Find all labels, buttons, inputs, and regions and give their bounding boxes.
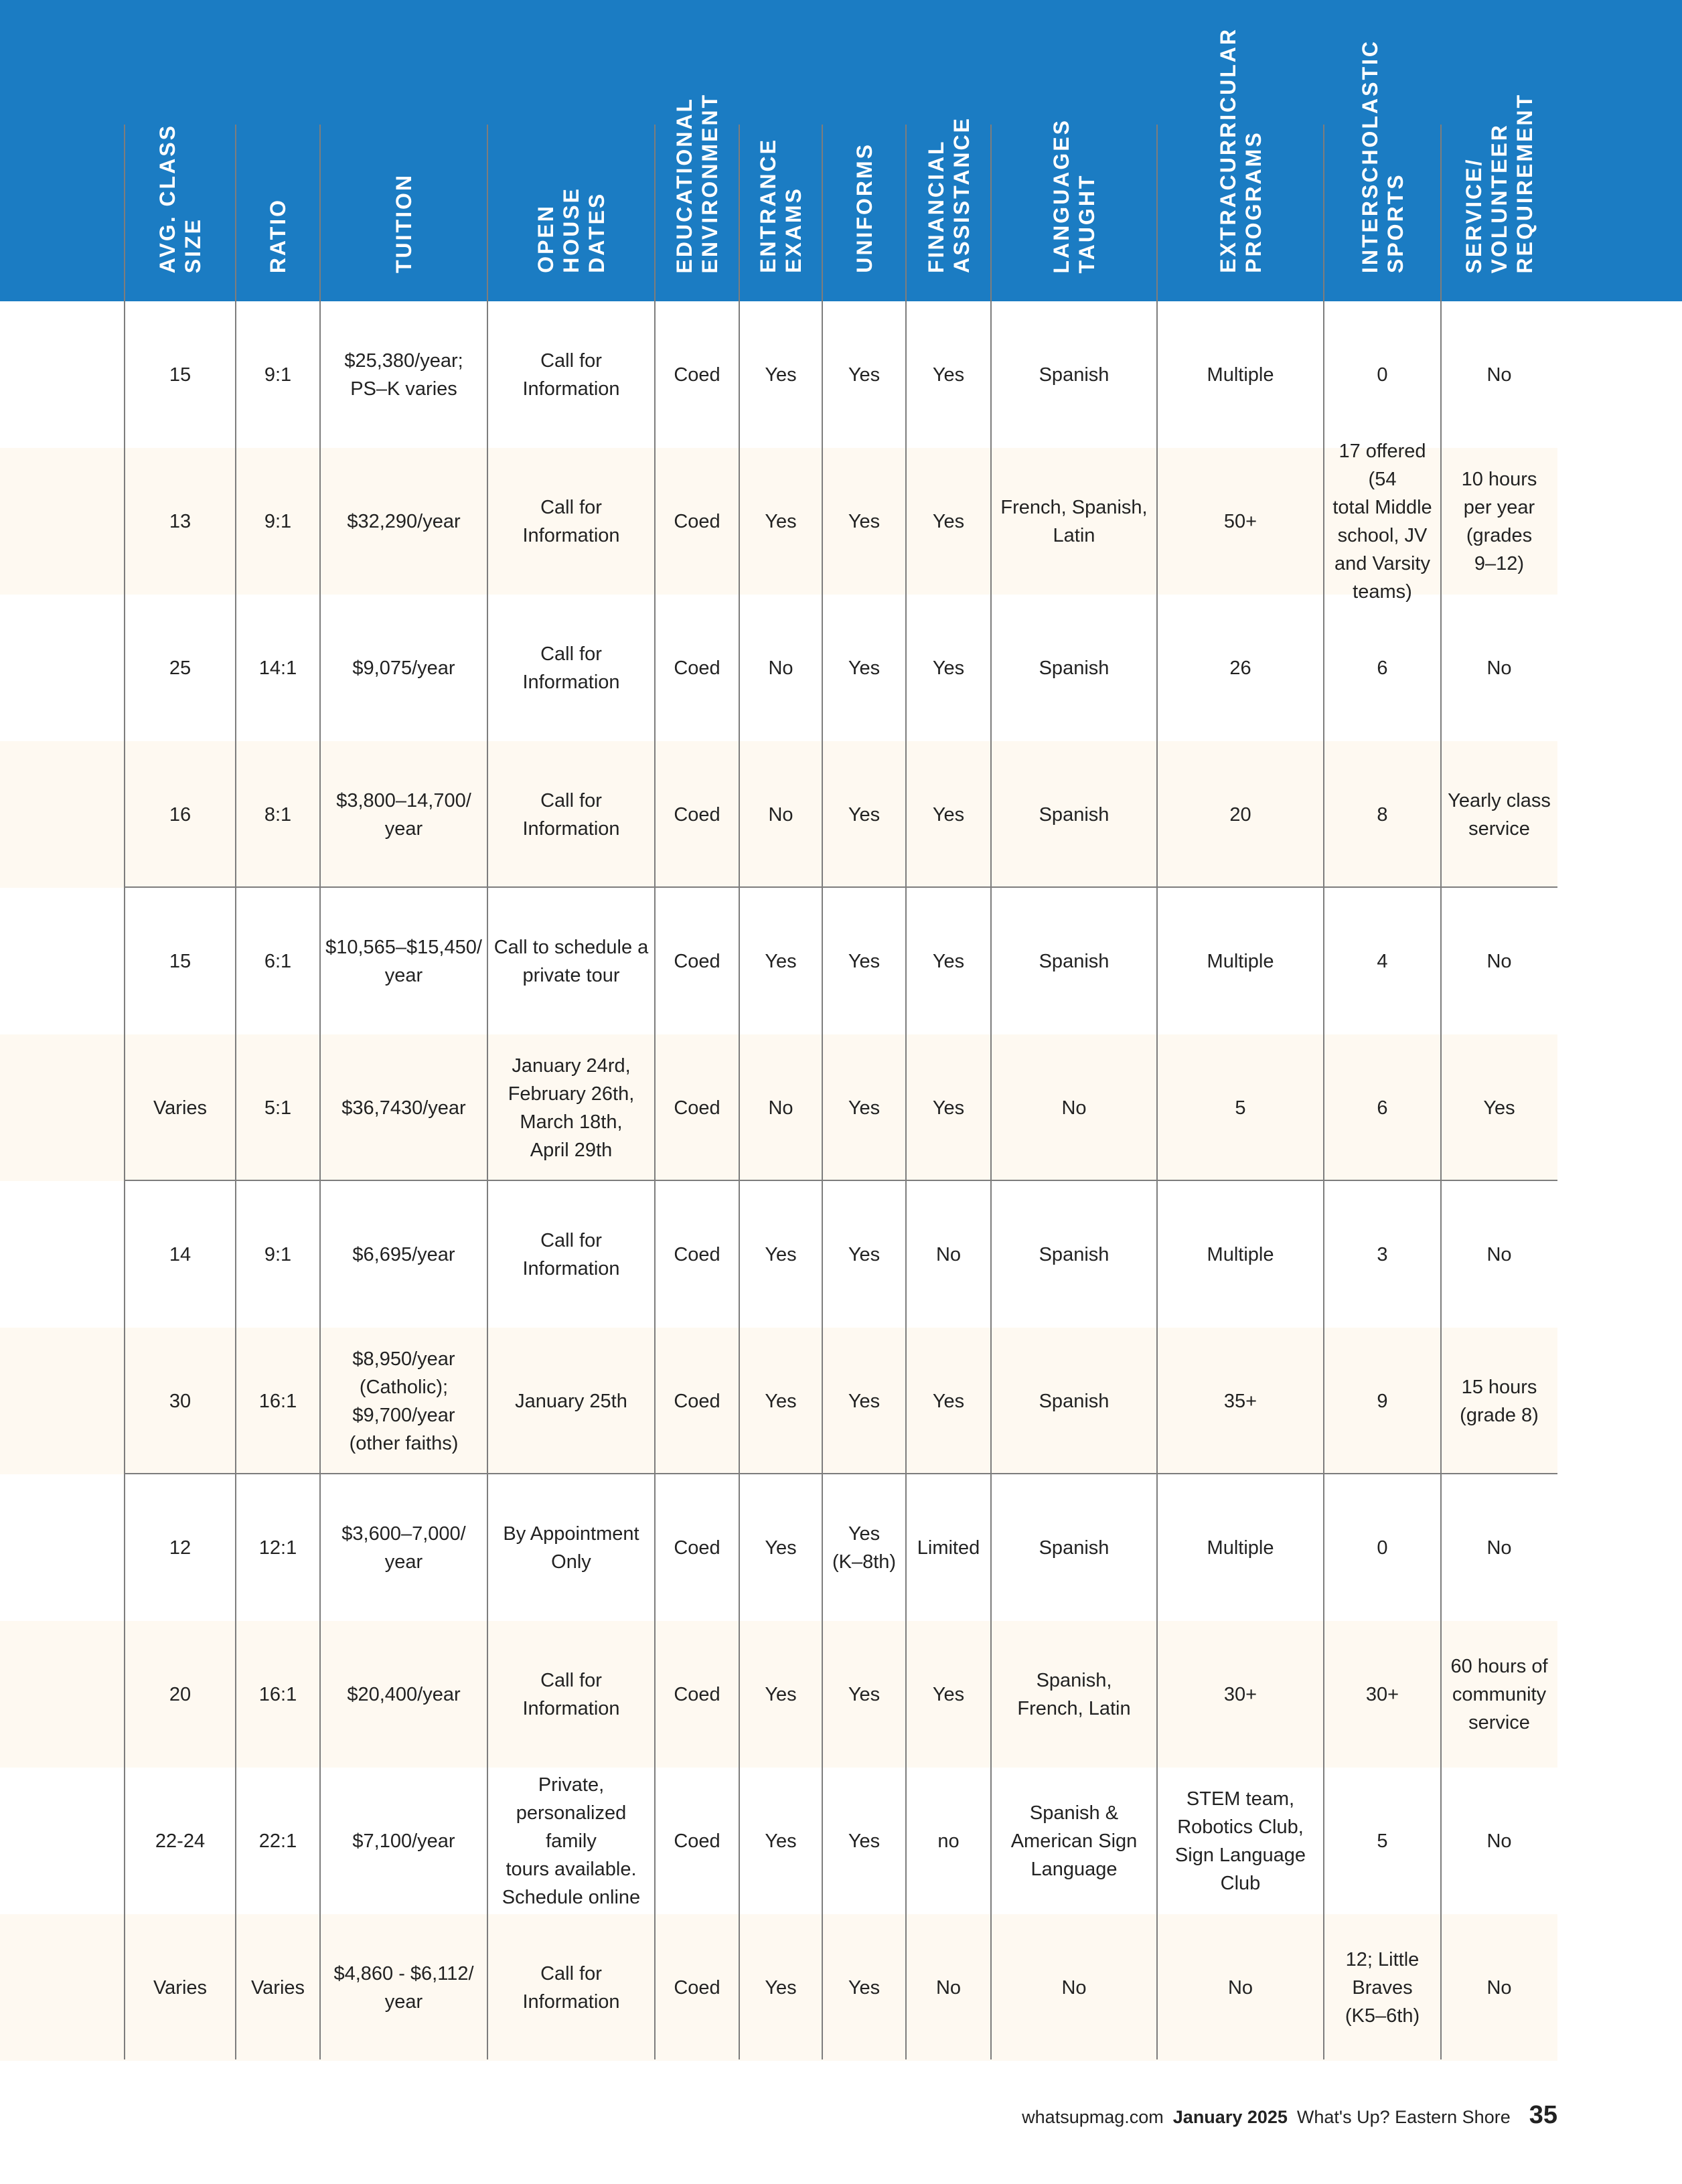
page-number: 35 bbox=[1529, 2101, 1557, 2129]
header-label: AVG. CLASS SIZE bbox=[155, 123, 205, 273]
cell-environment: Coed bbox=[674, 364, 720, 386]
cell-environment: Coed bbox=[674, 803, 720, 826]
cell-sports: 6 bbox=[1377, 1097, 1388, 1119]
cell-languages: No bbox=[1061, 1097, 1087, 1119]
cell-avg-class-size: 22-24 bbox=[155, 1830, 206, 1852]
cell-tuition: $20,400/year bbox=[347, 1683, 461, 1705]
cell-financial-assistance: no bbox=[937, 1830, 960, 1852]
cell-financial-assistance: Yes bbox=[932, 657, 965, 679]
cell-avg-class-size: 25 bbox=[169, 657, 192, 679]
cell-financial-assistance: Yes bbox=[932, 803, 965, 826]
cell-financial-assistance: Yes bbox=[932, 1097, 965, 1119]
cell-service: Yes bbox=[1483, 1097, 1515, 1119]
cell-open-house: By Appointment Only bbox=[503, 1523, 639, 1573]
cell-environment: Coed bbox=[674, 1830, 720, 1852]
header-label: FINANCIAL ASSISTANCE bbox=[923, 116, 974, 273]
cell-financial-assistance: Yes bbox=[932, 1683, 965, 1705]
cell-languages: Spanish bbox=[1039, 657, 1110, 679]
header-label: TUITION bbox=[392, 173, 416, 273]
cell-extracurricular: Multiple bbox=[1207, 1537, 1274, 1559]
header-uniforms bbox=[822, 0, 906, 301]
cell-avg-class-size: Varies bbox=[153, 1097, 208, 1119]
cell-avg-class-size: Varies bbox=[153, 1976, 208, 1999]
cell-entrance-exams: Yes bbox=[765, 1976, 797, 1999]
cell-avg-class-size: 15 bbox=[169, 950, 192, 972]
cell-extracurricular: Multiple bbox=[1207, 950, 1274, 972]
cell-ratio: 16:1 bbox=[258, 1390, 297, 1412]
cell-open-house: Call for Information bbox=[522, 643, 620, 693]
cell-tuition: $32,290/year bbox=[347, 510, 461, 532]
header-tuition bbox=[320, 0, 487, 301]
cell-extracurricular: Multiple bbox=[1207, 364, 1274, 386]
cell-ratio: 9:1 bbox=[264, 510, 292, 532]
cell-entrance-exams: No bbox=[768, 803, 793, 826]
cell-financial-assistance: Limited bbox=[917, 1537, 980, 1559]
cell-sports: 0 bbox=[1377, 364, 1388, 386]
cell-financial-assistance: Yes bbox=[932, 364, 965, 386]
cell-avg-class-size: 14 bbox=[169, 1243, 192, 1265]
cell-environment: Coed bbox=[674, 1390, 720, 1412]
column-divider bbox=[1440, 125, 1442, 2059]
cell-service: No bbox=[1486, 1830, 1512, 1852]
cell-sports: 6 bbox=[1377, 657, 1388, 679]
header-sports bbox=[1324, 0, 1441, 301]
cell-ratio: Varies bbox=[250, 1976, 305, 1999]
column-divider bbox=[235, 125, 236, 2059]
header-label: SERVICE/ VOLUNTEER REQUIREMENT bbox=[1462, 92, 1537, 273]
cell-entrance-exams: Yes bbox=[765, 510, 797, 532]
cell-extracurricular: No bbox=[1227, 1976, 1253, 1999]
header-languages bbox=[991, 0, 1157, 301]
cell-ratio: 6:1 bbox=[264, 950, 292, 972]
cell-service: No bbox=[1486, 1976, 1512, 1999]
header-label: OPEN HOUSE DATES bbox=[534, 187, 609, 273]
cell-service: No bbox=[1486, 950, 1512, 972]
cell-open-house: Call for Information bbox=[522, 1669, 620, 1719]
cell-environment: Coed bbox=[674, 1097, 720, 1119]
cell-open-house: Private, personalized family tours available. Schedule online bbox=[502, 1774, 641, 1908]
cell-ratio: 22:1 bbox=[258, 1830, 297, 1852]
cell-uniforms: Yes bbox=[848, 657, 881, 679]
column-divider bbox=[905, 125, 907, 2059]
cell-uniforms: Yes (K–8th) bbox=[832, 1523, 897, 1573]
cell-environment: Coed bbox=[674, 1976, 720, 1999]
cell-open-house: Call for Information bbox=[522, 496, 620, 546]
cell-uniforms: Yes bbox=[848, 1830, 881, 1852]
cell-tuition: $3,600–7,000/ year bbox=[341, 1523, 466, 1573]
cell-service: 15 hours (grade 8) bbox=[1460, 1376, 1539, 1426]
header-label: RATIO bbox=[266, 198, 290, 273]
cell-sports: 9 bbox=[1377, 1390, 1388, 1412]
cell-financial-assistance: No bbox=[935, 1243, 962, 1265]
cell-languages: Spanish & American Sign Language bbox=[1010, 1802, 1138, 1880]
cell-ratio: 14:1 bbox=[258, 657, 297, 679]
cell-tuition: $3,800–14,700/ year bbox=[336, 789, 471, 840]
cell-avg-class-size: 15 bbox=[169, 364, 192, 386]
cell-open-house: January 25th bbox=[515, 1390, 627, 1412]
cell-sports: 17 offered (54 total Middle school, JV and Varsity teams) bbox=[1332, 440, 1432, 603]
footer-issue: January 2025 bbox=[1172, 2107, 1288, 2127]
cell-languages: French, Spanish, Latin bbox=[1000, 496, 1148, 546]
header-avg-class-size bbox=[125, 0, 236, 301]
cell-ratio: 5:1 bbox=[264, 1097, 292, 1119]
header-label: UNIFORMS bbox=[852, 143, 876, 273]
cell-open-house: Call for Information bbox=[522, 1962, 620, 2013]
cell-extracurricular: 5 bbox=[1235, 1097, 1246, 1119]
cell-avg-class-size: 30 bbox=[169, 1390, 192, 1412]
cell-extracurricular: 26 bbox=[1229, 657, 1251, 679]
cell-service: Yearly class service bbox=[1448, 789, 1551, 840]
cell-languages: Spanish bbox=[1039, 950, 1110, 972]
cell-entrance-exams: Yes bbox=[765, 1243, 797, 1265]
cell-open-house: Call for Information bbox=[522, 789, 620, 840]
cell-open-house: Call for Information bbox=[522, 1229, 620, 1279]
cell-tuition: $9,075/year bbox=[352, 657, 455, 679]
column-divider bbox=[822, 125, 823, 2059]
cell-languages: No bbox=[1061, 1976, 1087, 1999]
header-label: EXTRACURRICULAR PROGRAMS bbox=[1215, 27, 1266, 273]
column-divider bbox=[487, 125, 488, 2059]
cell-entrance-exams: No bbox=[768, 657, 793, 679]
cell-tuition: $10,565–$15,450/ year bbox=[325, 936, 482, 986]
cell-tuition: $7,100/year bbox=[352, 1830, 455, 1852]
cell-extracurricular: 50+ bbox=[1223, 510, 1257, 532]
cell-service: 60 hours of community service bbox=[1450, 1655, 1548, 1733]
cell-sports: 3 bbox=[1377, 1243, 1388, 1265]
header-entrance-exams bbox=[739, 0, 822, 301]
cell-sports: 8 bbox=[1377, 803, 1388, 826]
cell-avg-class-size: 12 bbox=[169, 1537, 192, 1559]
cell-uniforms: Yes bbox=[848, 1683, 881, 1705]
cell-uniforms: Yes bbox=[848, 1097, 881, 1119]
page-footer bbox=[1022, 2101, 1557, 2130]
header-service bbox=[1441, 0, 1557, 301]
cell-extracurricular: STEM team, Robotics Club, Sign Language Club bbox=[1174, 1788, 1306, 1894]
cell-entrance-exams: Yes bbox=[765, 364, 797, 386]
cell-entrance-exams: Yes bbox=[765, 1683, 797, 1705]
column-divider bbox=[319, 125, 321, 2059]
cell-ratio: 8:1 bbox=[264, 803, 292, 826]
cell-extracurricular: Multiple bbox=[1207, 1243, 1274, 1265]
cell-avg-class-size: 16 bbox=[169, 803, 192, 826]
cell-open-house: Call for Information bbox=[522, 349, 620, 400]
cell-entrance-exams: No bbox=[768, 1097, 793, 1119]
column-divider bbox=[1156, 125, 1158, 2059]
cell-sports: 12; Little Braves (K5–6th) bbox=[1345, 1948, 1420, 2027]
header-label: EDUCATIONAL ENVIRONMENT bbox=[672, 92, 722, 273]
cell-tuition: $36,7430/year bbox=[341, 1097, 466, 1119]
cell-entrance-exams: Yes bbox=[765, 1537, 797, 1559]
header-ratio bbox=[236, 0, 320, 301]
cell-ratio: 9:1 bbox=[264, 364, 292, 386]
cell-tuition: $4,860 - $6,112/ year bbox=[333, 1962, 474, 2013]
header-environment bbox=[655, 0, 739, 301]
cell-uniforms: Yes bbox=[848, 364, 881, 386]
cell-languages: Spanish bbox=[1039, 1243, 1110, 1265]
header-open-house bbox=[487, 0, 655, 301]
cell-entrance-exams: Yes bbox=[765, 950, 797, 972]
cell-service: No bbox=[1486, 1537, 1512, 1559]
cell-open-house: January 24rd, February 26th, March 18th, April 29th bbox=[508, 1055, 635, 1161]
cell-environment: Coed bbox=[674, 1243, 720, 1265]
cell-entrance-exams: Yes bbox=[765, 1390, 797, 1412]
cell-extracurricular: 30+ bbox=[1223, 1683, 1257, 1705]
header-extracurricular bbox=[1157, 0, 1324, 301]
cell-service: No bbox=[1486, 657, 1512, 679]
cell-extracurricular: 35+ bbox=[1223, 1390, 1257, 1412]
cell-languages: Spanish bbox=[1039, 1537, 1110, 1559]
cell-tuition: $8,950/year (Catholic); $9,700/year (other faiths) bbox=[349, 1348, 459, 1454]
cell-open-house: Call to schedule a private tour bbox=[493, 936, 649, 986]
cell-languages: Spanish bbox=[1039, 1390, 1110, 1412]
cell-financial-assistance: Yes bbox=[932, 1390, 965, 1412]
cell-sports: 5 bbox=[1377, 1830, 1388, 1852]
header-financial-assistance bbox=[906, 0, 991, 301]
header-label: INTERSCHOLASTIC SPORTS bbox=[1357, 40, 1407, 273]
column-divider bbox=[1323, 125, 1324, 2059]
cell-environment: Coed bbox=[674, 950, 720, 972]
cell-sports: 30+ bbox=[1365, 1683, 1399, 1705]
cell-sports: 0 bbox=[1377, 1537, 1388, 1559]
cell-uniforms: Yes bbox=[848, 950, 881, 972]
cell-service: No bbox=[1486, 1243, 1512, 1265]
cell-tuition: $25,380/year; PS–K varies bbox=[344, 349, 463, 400]
cell-financial-assistance: Yes bbox=[932, 510, 965, 532]
cell-environment: Coed bbox=[674, 657, 720, 679]
cell-sports: 4 bbox=[1377, 950, 1388, 972]
cell-ratio: 16:1 bbox=[258, 1683, 297, 1705]
cell-entrance-exams: Yes bbox=[765, 1830, 797, 1852]
cell-uniforms: Yes bbox=[848, 1390, 881, 1412]
cell-uniforms: Yes bbox=[848, 1976, 881, 1999]
cell-service: 10 hours per year (grades 9–12) bbox=[1461, 468, 1537, 574]
column-divider bbox=[739, 125, 740, 2059]
cell-service: No bbox=[1486, 364, 1512, 386]
footer-site: whatsupmag.com bbox=[1022, 2107, 1164, 2127]
header-label: LANGUAGES TAUGHT bbox=[1049, 118, 1099, 273]
cell-tuition: $6,695/year bbox=[352, 1243, 455, 1265]
cell-financial-assistance: No bbox=[935, 1976, 962, 1999]
cell-environment: Coed bbox=[674, 1537, 720, 1559]
column-divider bbox=[990, 125, 992, 2059]
footer-magazine: What's Up? Eastern Shore bbox=[1296, 2107, 1511, 2127]
cell-languages: Spanish bbox=[1039, 803, 1110, 826]
column-divider bbox=[124, 125, 125, 2059]
column-divider bbox=[654, 125, 656, 2059]
cell-ratio: 9:1 bbox=[264, 1243, 292, 1265]
cell-extracurricular: 20 bbox=[1229, 803, 1251, 826]
cell-uniforms: Yes bbox=[848, 1243, 881, 1265]
cell-environment: Coed bbox=[674, 1683, 720, 1705]
cell-uniforms: Yes bbox=[848, 803, 881, 826]
cell-languages: Spanish, French, Latin bbox=[1017, 1669, 1131, 1719]
cell-financial-assistance: Yes bbox=[932, 950, 965, 972]
cell-avg-class-size: 20 bbox=[169, 1683, 192, 1705]
cell-languages: Spanish bbox=[1039, 364, 1110, 386]
cell-uniforms: Yes bbox=[848, 510, 881, 532]
header-label: ENTRANCE EXAMS bbox=[756, 138, 806, 273]
cell-environment: Coed bbox=[674, 510, 720, 532]
cell-ratio: 12:1 bbox=[258, 1537, 297, 1559]
cell-avg-class-size: 13 bbox=[169, 510, 192, 532]
